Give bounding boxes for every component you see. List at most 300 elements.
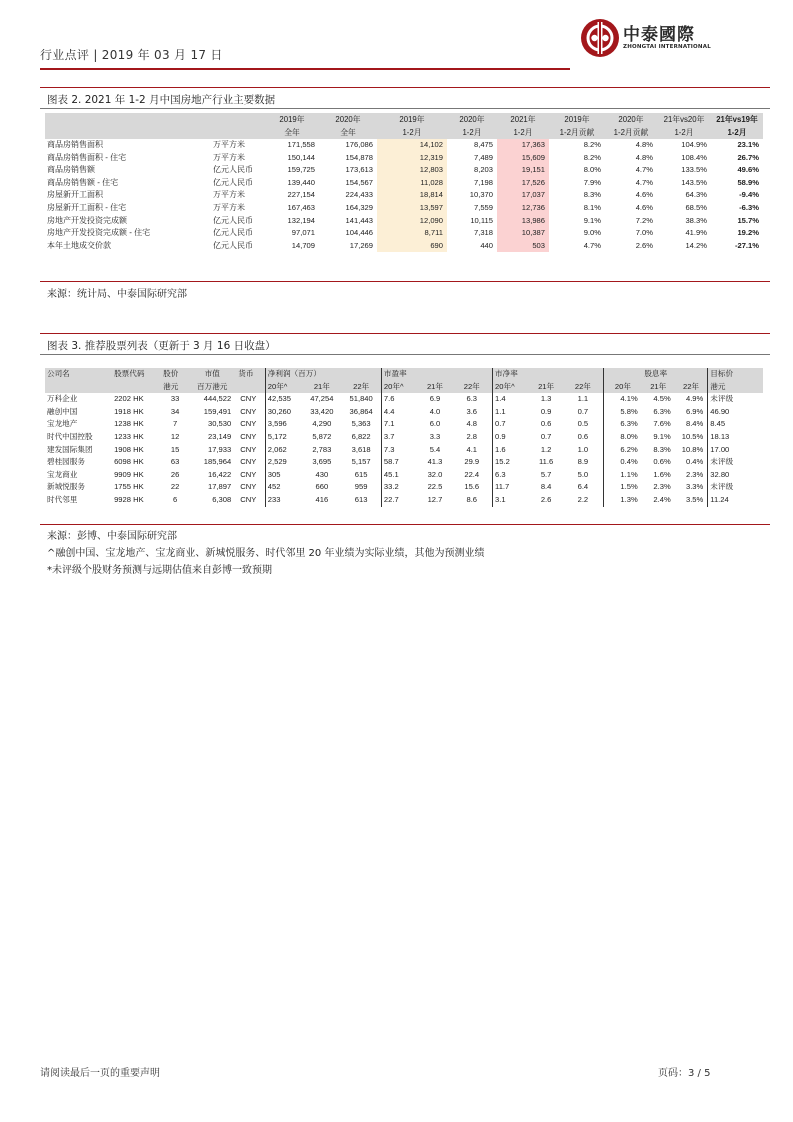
table-cell: 3.3 [429,431,441,441]
table-cell: 1238 HK [114,419,144,429]
table-cell: 13,986 [497,215,549,228]
table-cell: 615 [354,469,368,479]
col-header: 20年 [604,381,642,394]
table-cell: 7,489 [473,152,493,162]
table-cell: 233 [265,494,302,507]
col-header: 20年^ [265,381,302,394]
table-cell: 11.6 [538,457,554,467]
table-row [45,469,763,482]
table-cell: 444,522 [203,394,232,404]
row-unit: 亿元人民币 [213,240,253,250]
table-cell: 7.3 [381,444,418,457]
col-header: 目标价 [708,368,763,381]
table-cell: 2.3% [653,482,671,492]
table-cell: 7.6 [381,393,418,406]
table-cell: 1.6% [653,469,671,479]
table-row [45,164,763,177]
disclaimer-notice: 请阅读最后一页的重要声明 [40,1068,160,1079]
table-cell: 6098 HK [114,457,144,467]
table-cell: 8.0% [604,431,642,444]
figure-2-title: 图表 2. 2021 年 1-2 月中国房地产行业主要数据 [47,94,276,106]
col-header: 全年 [265,126,319,139]
table-cell: CNY [240,482,257,492]
table-cell: 4.6% [635,190,653,200]
table-cell: 8.3% [653,444,671,454]
table-cell: 0.6% [653,457,671,467]
table-row [45,152,763,165]
table-cell: 2202 HK [114,394,144,404]
table-cell: 440 [480,240,493,250]
col-header: 22年 [563,381,604,394]
table-cell: 36,864 [349,406,373,416]
table-cell: 1.3 [540,394,552,404]
table-cell: 34 [170,406,180,416]
table-cell: 8,711 [377,227,447,240]
table-cell: 150,144 [287,152,315,162]
table-cell: 6.2% [604,444,642,457]
table-cell: 5,157 [351,457,371,467]
row-label: 商品房销售面积 - 住宅 [47,152,127,162]
col-header: 2021年 [497,113,549,126]
col-header: 净利润（百万） [265,368,381,381]
table-cell: 7.2% [635,215,653,225]
table-cell: 16,422 [208,469,232,479]
table-cell: 32.80 [708,469,763,482]
table-cell: 1.5% [604,481,642,494]
company-name: 建发国际集团 [47,444,93,454]
table-header-row [45,126,763,139]
table-cell: 4.7% [635,165,653,175]
table-cell: 15.7% [737,215,759,225]
table-cell: 6.0 [429,419,441,429]
table-cell: 690 [377,240,447,253]
table-cell: CNY [240,494,257,504]
table-cell: 29.9 [464,457,480,467]
table-cell: 10.8% [681,444,704,454]
col-header: 全年 [319,126,377,139]
table-cell: 176,086 [345,140,373,149]
table-cell: 108.4% [681,152,707,162]
table-cell: 22 [170,482,180,492]
table-cell: 17,363 [497,139,549,152]
table-cell: 14.2% [685,240,707,250]
table-cell: 0.7 [540,431,552,441]
table-cell: 2,062 [265,444,302,457]
table-header-row [45,368,763,381]
table-cell: 4.5% [653,394,671,404]
report-type-date: 行业点评 | 2019 年 03 月 17 日 [40,48,223,62]
table-cell: 12,090 [377,215,447,228]
table-cell: 18.13 [708,431,763,444]
table-row [45,177,763,190]
company-name: 宝龙商业 [47,469,78,479]
table-cell: 3.6 [466,406,478,416]
table-cell: 7.0% [635,228,653,238]
table-cell: 8.4% [685,419,704,429]
col-header: 21年 [642,381,675,394]
row-label: 房地产开发投资完成额 [47,215,127,225]
table-cell: 19,151 [497,164,549,177]
table-header-row [45,113,763,126]
figure-3-note-actuals: ^融创中国、宝龙地产、宝龙商业、新城悦服务、时代邻里 20 年业绩为实际业绩，其他为预测业绩 [47,548,485,559]
table-cell: 6.3% [653,406,671,416]
table-row [45,481,763,494]
table-cell: 30,260 [265,406,302,419]
table-row [45,418,763,431]
table-cell: -6.3% [739,202,759,212]
table-cell: 8.2% [583,152,601,162]
table-row [45,202,763,215]
table-cell: 1.2 [540,444,552,454]
col-header: 股价 [161,368,189,381]
table-cell: 959 [354,482,368,492]
table-cell: 14,102 [377,139,447,152]
figure-3-title: 图表 3. 推荐股票列表（更新于 3 月 16 日收盘） [47,340,276,352]
table-cell: 10,370 [469,190,493,200]
table-cell: 8.0% [583,165,601,175]
col-header: 20年^ [381,381,418,394]
table-cell: 143.5% [681,177,707,187]
table-cell: CNY [240,444,257,454]
logo-english-name: ZHONGTAI INTERNATIONAL [623,44,711,50]
table-cell: 未评级 [708,456,763,469]
table-cell: 6,822 [351,431,371,441]
col-header: 市盈率 [381,368,492,381]
table-cell: 22.7 [381,494,418,507]
col-header: 2019年 [265,113,319,126]
company-name: 碧桂园服务 [47,457,85,467]
table-cell: CNY [240,457,257,467]
table-cell: 7,559 [473,202,493,212]
company-name: 新城悦服务 [47,482,85,492]
table-cell: 104,446 [345,228,373,238]
table-cell: 132,194 [287,215,315,225]
table-cell: 17.00 [708,444,763,457]
table-cell: 7,198 [473,177,493,187]
col-header: 21年 [418,381,451,394]
col-header: 股票代码 [111,368,161,381]
table-cell: 11.24 [708,494,763,507]
table-cell: 7.1 [381,418,418,431]
table-cell: 167,463 [287,202,315,212]
table-cell: 8,203 [473,165,493,175]
row-label: 商品房销售面积 [47,140,103,149]
table-cell: 6,308 [212,494,232,504]
table-cell: 49.6% [737,165,759,175]
table-cell: 4.9% [685,394,704,404]
table-cell: 47,254 [310,394,334,404]
row-unit: 亿元人民币 [213,177,253,187]
table-cell: 19.2% [737,228,759,238]
table-cell: 154,567 [345,177,373,187]
table-cell: 141,443 [345,215,373,225]
table-cell: CNY [240,394,257,404]
table-cell: 未评级 [708,481,763,494]
figure-3-note-unrated: *未评级个股财务预测与远期估值来自彭博一致预期 [47,565,272,576]
table-cell: 17,526 [497,177,549,190]
table-cell: 503 [497,240,549,253]
table-row [45,406,763,419]
table-cell: 11,028 [377,177,447,190]
table-cell: 1233 HK [114,431,144,441]
col-header: 1-2月 [711,126,763,139]
table-row [45,431,763,444]
table-cell: 9.1% [653,431,671,441]
table-cell: 227,154 [287,190,315,200]
figure-2-title-rule [40,108,770,109]
table-cell: 7.9% [583,177,601,187]
col-header: 2020年 [605,113,657,126]
table-cell: 2.3% [685,469,704,479]
table-cell: 1.0 [577,444,589,454]
table-cell: 5.7 [540,469,552,479]
table-cell: 0.9 [493,431,530,444]
table-cell: 11.7 [493,481,530,494]
table-cell: 12.7 [427,494,443,504]
table-cell: 8.6 [466,494,478,504]
table-cell: 6.9 [429,394,441,404]
table-cell: 17,269 [349,240,373,250]
col-header: 22年 [675,381,708,394]
table-cell: 2.2 [577,494,589,504]
col-header: 百万港元 [189,381,235,394]
col-header: 公司名 [45,368,111,381]
table-cell: 8.1% [583,202,601,212]
table-cell: 23,149 [208,431,232,441]
table-cell: 30,530 [208,419,232,429]
table-cell: 224,433 [345,190,373,200]
col-header: 21年 [302,381,341,394]
table-cell: 38.3% [685,215,707,225]
table-cell: 2.6% [635,240,653,250]
table-cell: 3.1 [493,494,530,507]
table-cell: 58.9% [737,177,759,187]
row-label: 房屋新开工面积 [47,190,103,200]
table-cell: 185,964 [203,457,232,467]
table-cell: 173,613 [345,165,373,175]
table-cell: 6.3 [493,469,530,482]
table-row [45,456,763,469]
col-header: 市值 [189,368,235,381]
col-header: 2020年 [447,113,497,126]
table-cell: 22.5 [427,482,443,492]
recommended-stocks-table [45,368,763,507]
table-cell: 1.1 [493,406,530,419]
table-cell: 139,440 [287,177,315,187]
table-cell: 10,115 [470,215,493,225]
table-cell: 159,491 [203,406,232,416]
table-cell: 未评级 [708,393,763,406]
table-cell: 416 [315,494,329,504]
table-cell: 41.9% [685,228,707,238]
company-name: 万科企业 [47,394,78,404]
table-cell: CNY [240,431,257,441]
figure-2-source: 来源：统计局、中泰国际研究部 [47,289,187,300]
row-unit: 亿元人民币 [213,215,253,225]
table-cell: 4.7% [583,240,601,250]
table-cell: 15,609 [497,152,549,165]
table-cell: 1755 HK [114,482,144,492]
table-cell: 1.1 [577,394,589,404]
row-unit: 万平方米 [213,140,245,149]
table-row [45,240,763,253]
table-cell: 0.7 [493,418,530,431]
table-cell: 18,814 [377,189,447,202]
table-cell: 4.8% [635,140,653,149]
table-cell: 9928 HK [114,494,144,504]
table-cell: 613 [354,494,368,504]
table-cell: 9.0% [583,228,601,238]
table-cell: 6.4 [577,482,589,492]
figure-3-source: 来源：彭博、中泰国际研究部 [47,531,177,542]
table-cell: -27.1% [734,240,759,250]
table-cell: 4.8% [635,152,653,162]
table-cell: 5,872 [312,431,332,441]
header-divider [40,68,570,70]
table-cell: 6.9% [685,406,704,416]
table-cell: 660 [315,482,329,492]
table-cell: 15.6 [464,482,480,492]
table-cell: 4.8 [466,419,478,429]
table-cell: 41.3 [427,457,443,467]
table-row [45,139,763,152]
table-row [45,393,763,406]
col-header: 1-2月 [377,126,447,139]
table-cell: 2,783 [312,444,332,454]
table-cell: 0.4% [604,456,642,469]
table-cell: 12,319 [377,152,447,165]
table-row [45,189,763,202]
col-header: 1-2月贡献 [549,126,605,139]
table-cell: 9909 HK [114,469,144,479]
table-cell: 1.4 [493,393,530,406]
table-cell: 15.2 [493,456,530,469]
table-cell: 3.7 [381,431,418,444]
table-cell: 10,387 [497,227,549,240]
table-cell: CNY [240,406,257,416]
table-cell: 0.9 [540,406,552,416]
row-label: 商品房销售额 - 住宅 [47,177,119,187]
table-cell: 3,695 [312,457,332,467]
company-name: 时代中国控股 [47,431,93,441]
col-header: 1-2月 [447,126,497,139]
table-cell: 3,618 [351,444,371,454]
table-cell: 5.4 [429,444,441,454]
table-cell: 2.8 [466,431,478,441]
row-unit: 万平方米 [213,152,245,162]
col-header: 2019年 [549,113,605,126]
row-unit: 亿元人民币 [213,165,253,175]
table-row [45,444,763,457]
table-cell: 8.3% [583,190,601,200]
table-cell: 4.0 [429,406,441,416]
table-cell: 2.6 [540,494,552,504]
row-label: 房屋新开工面积 - 住宅 [47,202,127,212]
col-header: 港元 [161,381,189,394]
table-cell: 32.0 [427,469,443,479]
table-cell: 51,840 [349,394,373,404]
table-row [45,494,763,507]
figure-3-title-rule [40,354,770,355]
table-cell: 26.7% [737,152,759,162]
table-cell: 33.2 [381,481,418,494]
table-cell: 6.3 [466,394,478,404]
table-cell: 104.9% [681,140,707,149]
row-unit: 万平方米 [213,202,245,212]
table-cell: 22.4 [464,469,480,479]
table-cell: 3,596 [265,418,302,431]
col-header: 股息率 [604,368,708,381]
table-cell: 7 [173,419,178,429]
table-cell: 8.45 [708,418,763,431]
table-cell: CNY [240,469,257,479]
table-cell: 17,897 [208,482,232,492]
col-header: 市净率 [493,368,604,381]
zhongtai-logo [580,18,715,58]
table-cell: 8.2% [583,140,601,149]
logo-chinese-name: 中泰國際 [623,25,695,45]
table-cell: 26 [170,469,180,479]
table-cell: 305 [265,469,302,482]
table-cell: 13,597 [377,202,447,215]
col-header: 20年^ [493,381,530,394]
row-unit: 亿元人民币 [213,228,253,238]
logo-mark-icon [580,18,620,58]
table-cell: 133.5% [681,165,707,175]
table-cell: 0.6 [577,431,589,441]
table-cell: 164,329 [345,202,373,212]
table-cell: 154,878 [345,152,373,162]
col-header: 1-2月贡献 [605,126,657,139]
table-cell: 5.8% [604,406,642,419]
table-cell: 2,529 [265,456,302,469]
col-header: 1-2月 [657,126,711,139]
table-cell: 12 [170,431,180,441]
table-row [45,227,763,240]
table-cell: 8.4 [540,482,552,492]
table-cell: 1.1% [604,469,642,482]
table-cell: 159,725 [287,165,315,175]
table-cell: -9.4% [739,190,759,200]
table-cell: 1918 HK [114,406,144,416]
col-header: 2019年 [377,113,447,126]
row-unit: 万平方米 [213,190,245,200]
row-label: 房地产开发投资完成额 - 住宅 [47,228,151,238]
table-cell: 68.5% [685,202,707,212]
col-header: 货币 [235,368,265,381]
table-cell: 12,803 [377,164,447,177]
table-cell: 452 [265,481,302,494]
col-header: 22年 [341,381,381,394]
company-name: 融创中国 [47,406,78,416]
table-cell: 6.3% [604,418,642,431]
table-cell: 4.7% [635,177,653,187]
table-cell: 2.4% [653,494,671,504]
table-cell: 5,363 [351,419,371,429]
company-name: 时代邻里 [47,494,78,504]
table-cell: CNY [240,419,257,429]
row-label: 本年土地成交价款 [47,240,111,250]
table-cell: 45.1 [381,469,418,482]
table-row [45,215,763,228]
page-number: 页码：3 / 5 [658,1068,711,1079]
table-cell: 64.3% [685,190,707,200]
table-cell: 0.7 [577,406,589,416]
col-header: 1-2月 [497,126,549,139]
table-cell: 17,933 [208,444,232,454]
table-cell: 15 [170,444,180,454]
table-cell: 8.9 [577,457,589,467]
